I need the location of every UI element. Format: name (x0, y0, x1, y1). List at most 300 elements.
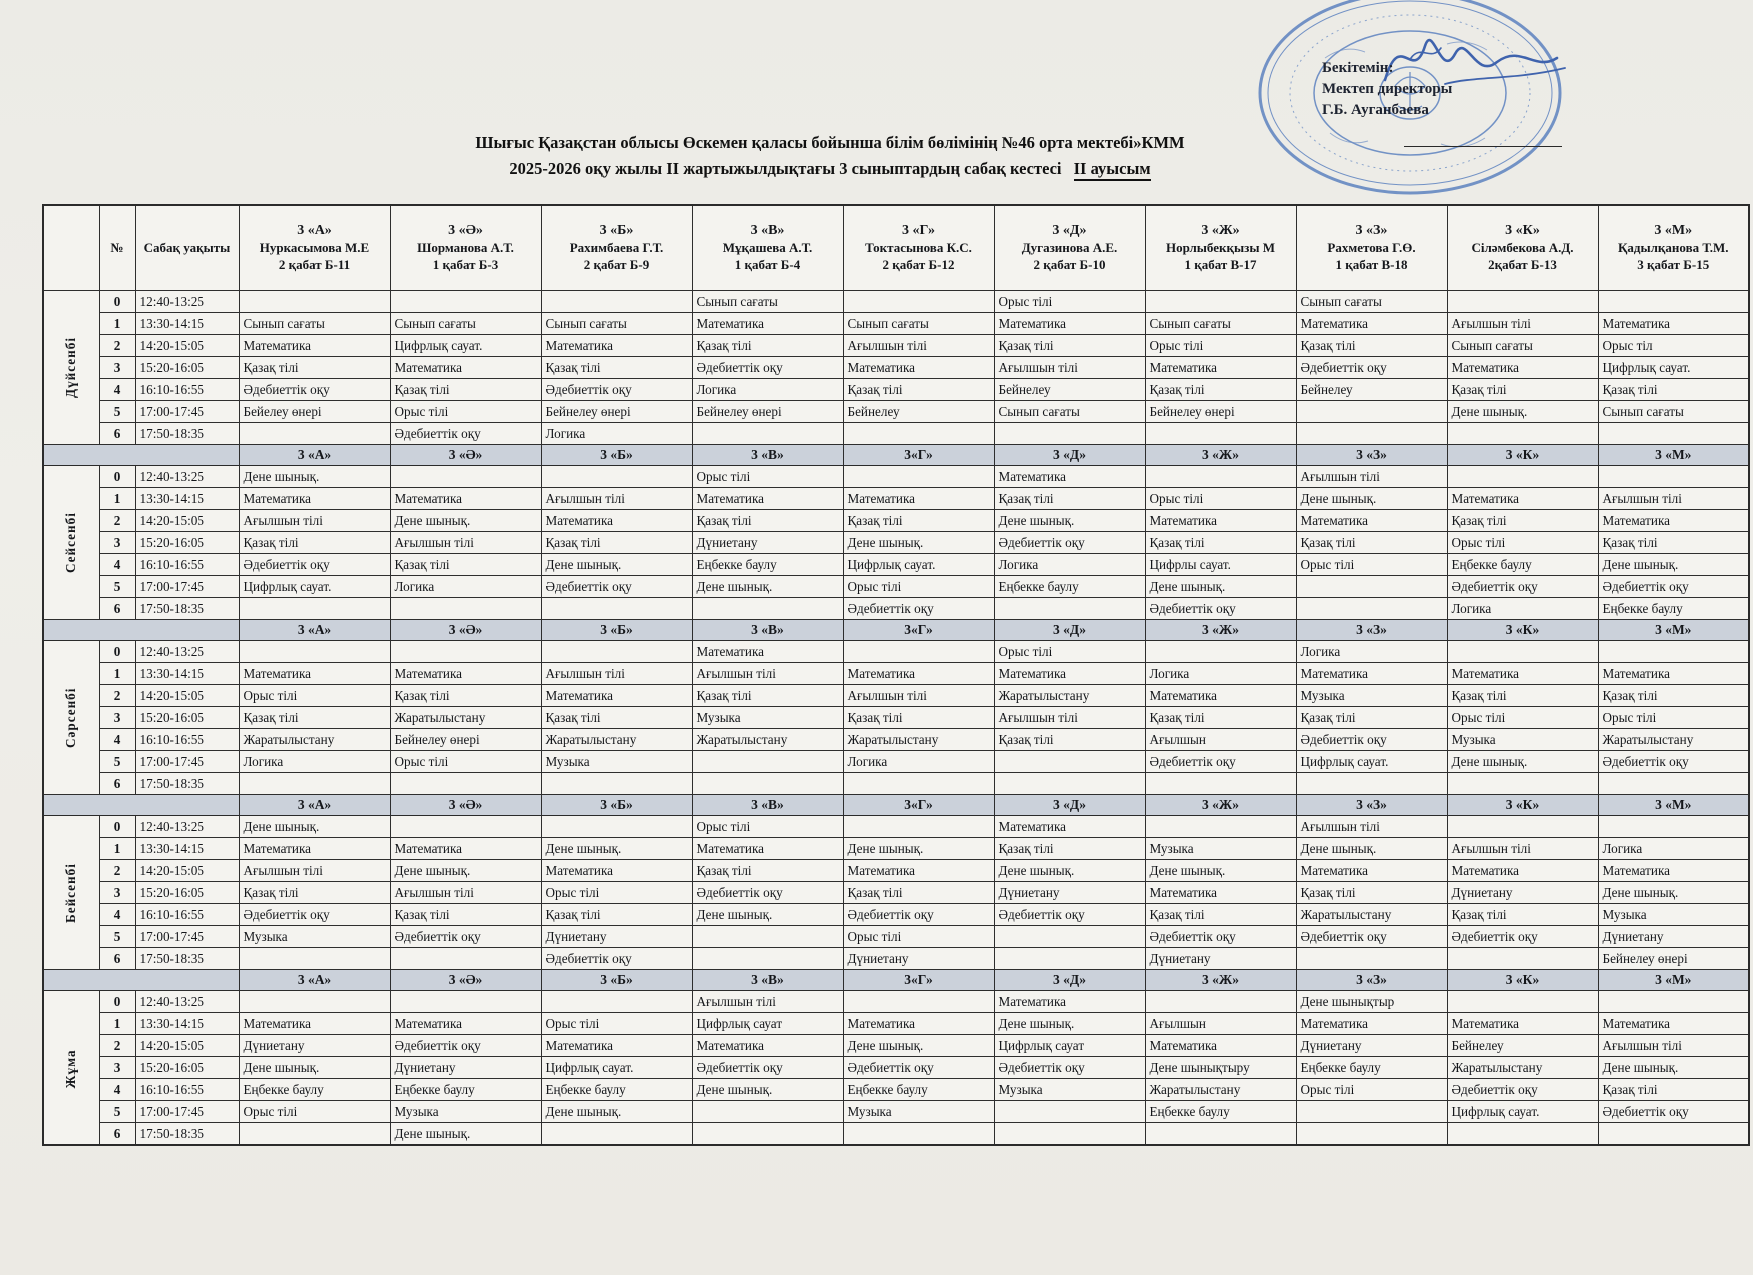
class-room: 3 қабат Б-15 (1637, 257, 1710, 273)
time-cell: 17:50-18:35 (135, 1123, 239, 1146)
subject-cell: Әдебиеттік оқу (1598, 1101, 1749, 1123)
subject-cell (994, 1123, 1145, 1146)
subject-cell: Қазақ тілі (1598, 379, 1749, 401)
subject-cell: Орыс тілі (1598, 707, 1749, 729)
class-room: 2 қабат Б-11 (278, 257, 351, 273)
period-number-cell: 2 (99, 510, 135, 532)
subject-cell: Қазақ тілі (692, 685, 843, 707)
subject-cell: Әдебиеттік оқу (1598, 576, 1749, 598)
subject-cell: Цифрлық сауат. (1598, 357, 1749, 379)
subject-cell (1598, 991, 1749, 1013)
subject-cell: Қазақ тілі (1296, 707, 1447, 729)
subject-cell: Бейнелеу өнері (390, 729, 541, 751)
period-number-cell: 1 (99, 313, 135, 335)
class-divider-cell: 3 «Б» (541, 795, 692, 816)
subject-cell: Математика (239, 335, 390, 357)
subject-cell: Жаратылыстану (1447, 1057, 1598, 1079)
class-divider-cell: 3 «Ә» (390, 970, 541, 991)
subject-cell: Ағылшын тілі (541, 663, 692, 685)
subject-cell: Қазақ тілі (994, 488, 1145, 510)
subject-cell (692, 773, 843, 795)
subject-cell (1598, 466, 1749, 488)
subject-cell: Дүниетану (1145, 948, 1296, 970)
subject-cell: Дене шынық. (1598, 882, 1749, 904)
subject-cell: Дене шынық. (239, 466, 390, 488)
subject-cell: Бейнелеу (994, 379, 1145, 401)
subject-cell (390, 466, 541, 488)
class-divider-cell: 3 «К» (1447, 795, 1598, 816)
subject-cell: Қазақ тілі (1447, 904, 1598, 926)
class-teacher: Дугазинова А.Е. (1021, 240, 1118, 256)
subject-cell: Математика (390, 1013, 541, 1035)
time-cell: 13:30-14:15 (135, 488, 239, 510)
approval-line-1: Бекітемін: (1322, 60, 1394, 76)
time-cell: 13:30-14:15 (135, 1013, 239, 1035)
class-teacher: Қадылқанова Т.М. (1617, 240, 1729, 256)
subject-cell: Математика (1296, 1013, 1447, 1035)
subject-cell (390, 291, 541, 313)
subject-cell (239, 948, 390, 970)
subject-cell (1145, 1123, 1296, 1146)
timetable-row (43, 729, 1749, 751)
subject-cell: Ағылшын (1145, 729, 1296, 751)
subject-cell: Орыс тілі (1447, 532, 1598, 554)
subject-cell: Музыка (843, 1101, 994, 1123)
subject-cell: Қазақ тілі (1145, 532, 1296, 554)
time-cell: 13:30-14:15 (135, 313, 239, 335)
subject-cell (390, 773, 541, 795)
period-number-cell: 1 (99, 1013, 135, 1035)
subject-cell: Математика (994, 313, 1145, 335)
time-cell: 16:10-16:55 (135, 1079, 239, 1101)
time-cell: 12:40-13:25 (135, 816, 239, 838)
subject-cell: Сынып сағаты (994, 401, 1145, 423)
timetable-row (43, 838, 1749, 860)
class-divider-cell: 3 «В» (692, 445, 843, 466)
subject-cell (1447, 773, 1598, 795)
period-number-cell: 1 (99, 838, 135, 860)
subject-cell: Математика (843, 663, 994, 685)
period-number-cell: 1 (99, 663, 135, 685)
subject-cell (239, 773, 390, 795)
class-divider-cell: 3«Г» (843, 970, 994, 991)
class-divider-row (43, 795, 1749, 816)
timetable-row (43, 685, 1749, 707)
subject-cell: Сынып сағаты (1145, 313, 1296, 335)
class-room: 2 қабат Б-12 (882, 257, 955, 273)
subject-cell (1145, 816, 1296, 838)
subject-cell: Математика (1447, 488, 1598, 510)
class-divider-cell: 3 «А» (239, 620, 390, 641)
subject-cell: Математика (994, 816, 1145, 838)
subject-cell: Әдебиеттік оқу (994, 904, 1145, 926)
class-divider-spacer (43, 620, 239, 641)
subject-cell: Математика (1145, 510, 1296, 532)
subject-cell: Дене шынықтыру (1145, 1057, 1296, 1079)
class-divider-cell: 3 «А» (239, 795, 390, 816)
period-number-cell: 5 (99, 751, 135, 773)
class-divider-cell: 3 «В» (692, 795, 843, 816)
subject-cell: Математика (1598, 860, 1749, 882)
time-cell: 15:20-16:05 (135, 532, 239, 554)
subject-cell: Бейнелеу өнері (692, 401, 843, 423)
subject-cell: Жаратылыстану (390, 707, 541, 729)
time-cell: 17:50-18:35 (135, 773, 239, 795)
subject-cell: Қазақ тілі (541, 904, 692, 926)
class-header-cell (390, 205, 541, 291)
subject-cell: Математика (1447, 357, 1598, 379)
subject-cell (390, 816, 541, 838)
time-cell: 16:10-16:55 (135, 554, 239, 576)
subject-cell: Дене шынық. (239, 1057, 390, 1079)
subject-cell: Орыс тілі (1145, 488, 1296, 510)
subject-cell: Дене шынық. (390, 860, 541, 882)
timetable-row (43, 1057, 1749, 1079)
subject-cell: Қазақ тілі (692, 860, 843, 882)
subject-cell: Математика (390, 663, 541, 685)
time-cell: 16:10-16:55 (135, 379, 239, 401)
timetable-row (43, 816, 1749, 838)
timetable-row (43, 1101, 1749, 1123)
class-teacher: Мұқашева А.Т. (722, 240, 813, 256)
subject-cell: Цифрлы сауат. (1145, 554, 1296, 576)
subject-cell: Еңбекке баулу (239, 1079, 390, 1101)
subject-cell (1598, 1123, 1749, 1146)
period-number-cell: 0 (99, 641, 135, 663)
subject-cell: Ағылшын тілі (390, 532, 541, 554)
subject-cell: Қазақ тілі (1598, 532, 1749, 554)
timetable-row (43, 1013, 1749, 1035)
period-number-cell: 6 (99, 773, 135, 795)
subject-cell: Әдебиеттік оқу (390, 423, 541, 445)
subject-cell: Еңбекке баулу (692, 554, 843, 576)
period-number-cell: 3 (99, 1057, 135, 1079)
class-name: 3 «Д» (1052, 223, 1087, 239)
subject-cell (994, 948, 1145, 970)
subject-cell: Дене шынық. (1296, 838, 1447, 860)
subject-cell: Цифрлық сауат (994, 1035, 1145, 1057)
subject-cell: Математика (1598, 663, 1749, 685)
timetable (42, 204, 1750, 1146)
subject-cell: Жаратылыстану (239, 729, 390, 751)
subject-cell: Сынып сағаты (1447, 335, 1598, 357)
class-divider-cell: 3 «Д» (994, 970, 1145, 991)
subject-cell: Дене шынық. (994, 860, 1145, 882)
subject-cell: Ағылшын тілі (1296, 816, 1447, 838)
day-label: Бейсенбі (43, 816, 99, 970)
class-teacher: Токтасынова К.С. (865, 240, 972, 256)
subject-cell: Дене шынық. (692, 904, 843, 926)
subject-cell (994, 423, 1145, 445)
timetable-row (43, 948, 1749, 970)
subject-cell (1296, 1123, 1447, 1146)
subject-cell: Ағылшын тілі (843, 335, 994, 357)
subject-cell: Музыка (1447, 729, 1598, 751)
time-cell: 14:20-15:05 (135, 685, 239, 707)
subject-cell (1296, 423, 1447, 445)
subject-cell: Сынып сағаты (1598, 401, 1749, 423)
subject-cell: Қазақ тілі (541, 357, 692, 379)
subject-cell (1296, 948, 1447, 970)
subject-cell: Дене шынық. (692, 576, 843, 598)
period-number-cell: 5 (99, 926, 135, 948)
subject-cell: Дүниетану (390, 1057, 541, 1079)
timetable-row (43, 357, 1749, 379)
class-name: 3 «М» (1654, 223, 1693, 239)
subject-cell: Еңбекке баулу (1145, 1101, 1296, 1123)
class-divider-cell: 3 «К» (1447, 970, 1598, 991)
class-room: 2 қабат Б-10 (1033, 257, 1106, 273)
subject-cell (239, 598, 390, 620)
subject-cell: Әдебиеттік оқу (239, 554, 390, 576)
period-number-cell: 6 (99, 1123, 135, 1146)
subject-cell: Ағылшын тілі (1447, 838, 1598, 860)
day-label: Сәрсенбі (43, 641, 99, 795)
subject-cell: Жаратылыстану (843, 729, 994, 751)
period-number-cell: 0 (99, 291, 135, 313)
subject-cell: Математика (994, 991, 1145, 1013)
subject-cell: Логика (843, 751, 994, 773)
subject-cell (390, 598, 541, 620)
subject-cell: Математика (1598, 1013, 1749, 1035)
day-label: Жұма (43, 991, 99, 1146)
subject-cell: Әдебиеттік оқу (390, 926, 541, 948)
class-divider-cell: 3 «К» (1447, 620, 1598, 641)
subject-cell (390, 948, 541, 970)
subject-cell: Математика (994, 466, 1145, 488)
subject-cell: Ағылшын (1145, 1013, 1296, 1035)
subject-cell (390, 641, 541, 663)
period-number-cell: 6 (99, 423, 135, 445)
period-number-cell: 3 (99, 532, 135, 554)
subject-cell: Математика (541, 335, 692, 357)
subject-cell: Дене шынық. (390, 1123, 541, 1146)
subject-cell: Математика (239, 488, 390, 510)
class-header-cell (239, 205, 390, 291)
subject-cell: Орыс тілі (239, 685, 390, 707)
subject-cell (843, 773, 994, 795)
class-name: 3 «К» (1505, 223, 1540, 239)
class-divider-cell: 3 «В» (692, 970, 843, 991)
class-teacher: Сіләмбекова А.Д. (1471, 240, 1574, 256)
class-header-cell (1447, 205, 1598, 291)
subject-cell: Әдебиеттік оқу (843, 598, 994, 620)
subject-cell (1598, 291, 1749, 313)
timetable-row (43, 1035, 1749, 1057)
class-divider-cell: 3 «М» (1598, 795, 1749, 816)
day-label: Дүйсенбі (43, 291, 99, 445)
shift-label: ІІ ауысым (1074, 159, 1151, 181)
subject-cell (1447, 466, 1598, 488)
subject-cell: Ағылшын тілі (541, 488, 692, 510)
corner-time-cell: Сабақ уақыты (135, 205, 239, 291)
class-divider-cell: 3 «З» (1296, 970, 1447, 991)
subject-cell: Дене шынық. (994, 510, 1145, 532)
subject-cell: Қазақ тілі (843, 707, 994, 729)
corner-no-cell: № (99, 205, 135, 291)
subject-cell: Орыс тіл (1598, 335, 1749, 357)
subject-cell: Математика (541, 685, 692, 707)
subject-cell: Әдебиеттік оқу (843, 1057, 994, 1079)
subject-cell: Цифрлық сауат (692, 1013, 843, 1035)
subject-cell: Математика (692, 641, 843, 663)
subject-cell (1296, 598, 1447, 620)
signature-underline (1404, 146, 1562, 147)
class-room: 1 қабат В-17 (1184, 257, 1257, 273)
subject-cell: Орыс тілі (1145, 335, 1296, 357)
subject-cell: Орыс тілі (843, 576, 994, 598)
class-room: 2қабат Б-13 (1488, 257, 1557, 273)
subject-cell (1447, 641, 1598, 663)
subject-cell (1447, 948, 1598, 970)
class-divider-cell: 3 «З» (1296, 795, 1447, 816)
subject-cell (994, 598, 1145, 620)
timetable-row (43, 1079, 1749, 1101)
subject-cell (843, 641, 994, 663)
subject-cell: Ағылшын тілі (1296, 466, 1447, 488)
subject-cell: Қазақ тілі (692, 510, 843, 532)
period-number-cell: 5 (99, 401, 135, 423)
time-cell: 15:20-16:05 (135, 1057, 239, 1079)
subject-cell (994, 1101, 1145, 1123)
approval-line-3: Г.Б. Ауганбаева (1322, 102, 1429, 118)
class-header-cell (541, 205, 692, 291)
subject-cell: Қазақ тілі (1145, 904, 1296, 926)
period-number-cell: 2 (99, 335, 135, 357)
subject-cell: Сынып сағаты (843, 313, 994, 335)
subject-cell: Қазақ тілі (1447, 379, 1598, 401)
class-name: 3 «В» (750, 223, 785, 239)
subject-cell: Қазақ тілі (1447, 510, 1598, 532)
timetable-row (43, 751, 1749, 773)
period-number-cell: 4 (99, 379, 135, 401)
subject-cell: Қазақ тілі (239, 882, 390, 904)
timetable-row (43, 576, 1749, 598)
subject-cell (1447, 816, 1598, 838)
subject-cell: Дене шынық. (994, 1013, 1145, 1035)
subject-cell: Бейнелеу (843, 401, 994, 423)
subject-cell: Математика (1145, 685, 1296, 707)
subject-cell: Сынып сағаты (541, 313, 692, 335)
subject-cell: Қазақ тілі (1598, 685, 1749, 707)
class-name: 3 «А» (297, 223, 332, 239)
subject-cell: Қазақ тілі (390, 379, 541, 401)
period-number-cell: 3 (99, 882, 135, 904)
subject-cell (1145, 291, 1296, 313)
subject-cell: Ағылшын тілі (239, 860, 390, 882)
subject-cell: Музыка (994, 1079, 1145, 1101)
subject-cell: Цифрлық сауат. (390, 335, 541, 357)
subject-cell: Дене шынықтыр (1296, 991, 1447, 1013)
subject-cell: Логика (390, 576, 541, 598)
subject-cell: Еңбекке баулу (1598, 598, 1749, 620)
subject-cell: Әдебиеттік оқу (692, 357, 843, 379)
class-divider-cell: 3 «Ж» (1145, 445, 1296, 466)
class-header-cell (994, 205, 1145, 291)
time-cell: 17:00-17:45 (135, 576, 239, 598)
class-divider-cell: 3 «Ж» (1145, 970, 1296, 991)
subject-cell: Қазақ тілі (239, 532, 390, 554)
time-cell: 13:30-14:15 (135, 663, 239, 685)
subject-cell: Дене шынық. (390, 510, 541, 532)
subject-cell: Қазақ тілі (390, 904, 541, 926)
subject-cell: Қазақ тілі (239, 707, 390, 729)
subject-cell (239, 1123, 390, 1146)
subject-cell: Ағылшын тілі (1447, 313, 1598, 335)
class-teacher: Шорманова А.Т. (417, 240, 514, 256)
subject-cell (1447, 423, 1598, 445)
class-room: 2 қабат Б-9 (583, 257, 650, 273)
time-cell: 17:50-18:35 (135, 423, 239, 445)
subject-cell: Қазақ тілі (1296, 335, 1447, 357)
class-divider-cell: 3 «Д» (994, 795, 1145, 816)
timetable-row (43, 641, 1749, 663)
subject-cell: Орыс тілі (1447, 707, 1598, 729)
timetable-row (43, 860, 1749, 882)
subject-cell (1598, 641, 1749, 663)
subject-cell (1145, 991, 1296, 1013)
approval-line-2: Мектеп директоры (1322, 81, 1453, 97)
time-cell: 12:40-13:25 (135, 291, 239, 313)
subject-cell: Математика (1598, 510, 1749, 532)
subject-cell: Еңбекке баулу (843, 1079, 994, 1101)
timetable-row (43, 291, 1749, 313)
subject-cell: Дене шынық. (541, 1101, 692, 1123)
time-cell: 17:00-17:45 (135, 926, 239, 948)
class-divider-spacer (43, 445, 239, 466)
class-divider-cell: 3«Г» (843, 445, 994, 466)
time-cell: 17:00-17:45 (135, 751, 239, 773)
class-divider-cell: 3 «З» (1296, 620, 1447, 641)
subject-cell: Дене шынық. (843, 532, 994, 554)
period-number-cell: 0 (99, 991, 135, 1013)
period-number-cell: 3 (99, 357, 135, 379)
subject-cell: Логика (1447, 598, 1598, 620)
subject-cell: Бейнелеу өнері (1145, 401, 1296, 423)
timetable-row (43, 554, 1749, 576)
subject-cell: Дүниетану (1447, 882, 1598, 904)
subject-cell: Математика (239, 838, 390, 860)
subject-cell: Математика (1296, 313, 1447, 335)
subject-cell: Музыка (1598, 904, 1749, 926)
period-number-cell: 4 (99, 904, 135, 926)
subject-cell: Жаратылыстану (1296, 904, 1447, 926)
document-title-line1: Шығыс Қазақстан облысы Өскемен қаласы бойынша білім бөлімінің №46 орта мектебі»КММ (475, 133, 1185, 152)
time-cell: 13:30-14:15 (135, 838, 239, 860)
subject-cell: Ағылшын тілі (692, 991, 843, 1013)
subject-cell: Музыка (692, 707, 843, 729)
subject-cell: Әдебиеттік оқу (843, 904, 994, 926)
timetable-row (43, 488, 1749, 510)
subject-cell (1296, 773, 1447, 795)
subject-cell: Қазақ тілі (692, 335, 843, 357)
class-teacher: Нуркасымова М.Е (259, 240, 370, 256)
subject-cell: Қазақ тілі (843, 882, 994, 904)
subject-cell: Дүниетану (843, 948, 994, 970)
subject-cell: Жаратылыстану (692, 729, 843, 751)
class-divider-cell: 3 «Д» (994, 620, 1145, 641)
subject-cell: Орыс тілі (994, 291, 1145, 313)
subject-cell: Математика (1296, 510, 1447, 532)
subject-cell: Музыка (541, 751, 692, 773)
subject-cell: Бейнелеу (1447, 1035, 1598, 1057)
subject-cell (843, 1123, 994, 1146)
class-teacher: Рахметова Г.Ө. (1327, 240, 1416, 256)
subject-cell: Әдебиеттік оқу (1296, 357, 1447, 379)
time-cell: 17:00-17:45 (135, 1101, 239, 1123)
subject-cell: Цифрлық сауат. (239, 576, 390, 598)
time-cell: 15:20-16:05 (135, 707, 239, 729)
